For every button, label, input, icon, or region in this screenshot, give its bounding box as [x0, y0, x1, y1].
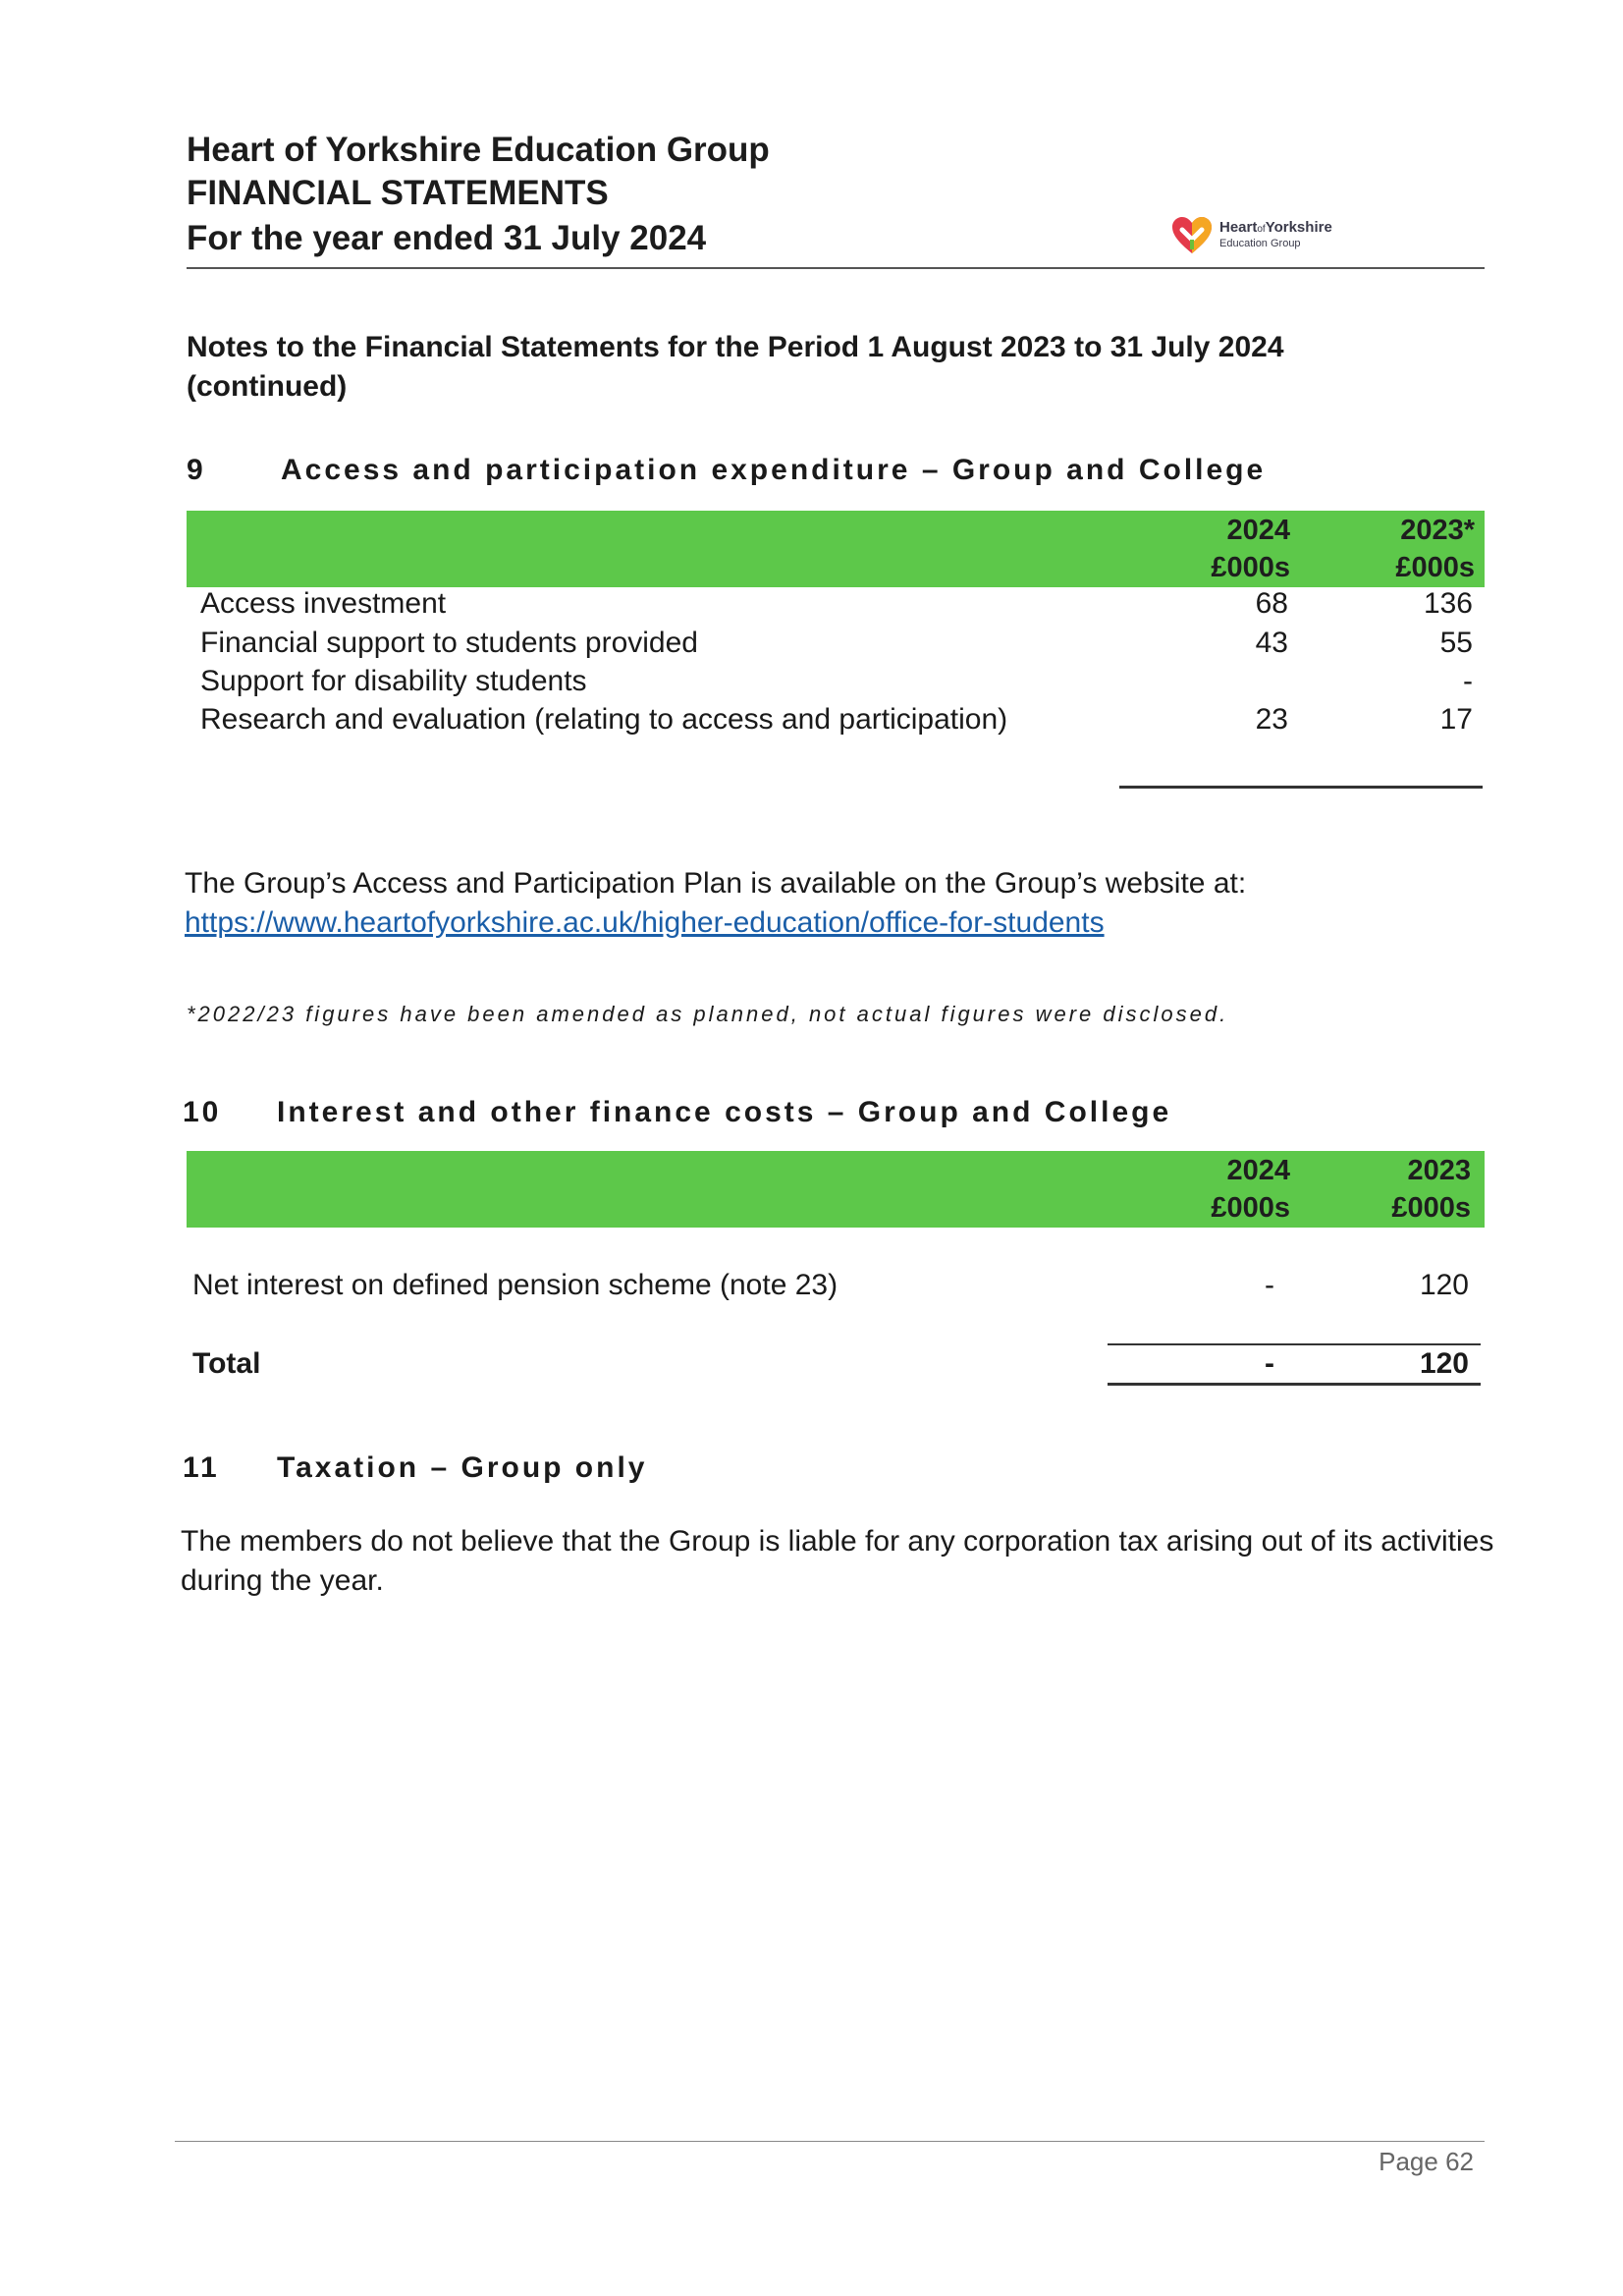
section-10-number: 10 — [183, 1096, 222, 1128]
table-row — [187, 703, 1485, 742]
notes-heading: Notes to the Financial Statements for the Period 1 August 2023 to 31 July 2024 (continued) — [187, 331, 1284, 403]
row-label: Access investment — [200, 587, 447, 620]
total-bottom-rule — [1108, 1383, 1481, 1386]
row-value-2024: 43 — [1255, 627, 1288, 659]
footer-divider — [175, 2141, 1485, 2142]
section-11-title: Taxation – Group only — [277, 1451, 648, 1484]
heart-logo-icon — [1170, 216, 1214, 255]
plan-availability-text: The Group’s Access and Participation Plan is available on the Group’s website at: — [185, 867, 1247, 900]
col-2024-year: 2024 — [1226, 1155, 1290, 1186]
row-value-2023: 120 — [1419, 1269, 1469, 1301]
row-value-2023: - — [1463, 665, 1473, 697]
col-2023-year: 2023 — [1407, 1155, 1471, 1186]
taxation-body: The members do not believe that the Group is liable for any corporation tax arising out of its activities during the year. — [181, 1525, 1494, 1597]
table-row — [187, 1269, 1485, 1308]
col-2024-unit: £000s — [1211, 552, 1290, 583]
logo-of: of — [1257, 224, 1266, 235]
row-value-2024: - — [1265, 1269, 1274, 1301]
table-row — [187, 665, 1485, 704]
reporting-period: For the year ended 31 July 2024 — [187, 219, 707, 257]
section-9-number: 9 — [187, 454, 206, 486]
total-top-rule — [1108, 1343, 1481, 1345]
table-row — [187, 587, 1485, 627]
section-9-title: Access and participation expenditure – Group and College — [281, 454, 1267, 486]
total-row — [187, 1347, 1485, 1387]
row-value-2024: 68 — [1255, 587, 1288, 620]
row-label: Support for disability students — [200, 665, 587, 697]
row-value-2023: 136 — [1423, 587, 1473, 620]
row-value-2023: 17 — [1439, 703, 1473, 736]
group-logo — [1170, 212, 1396, 259]
section-9-table-header — [187, 511, 1485, 587]
row-value-2024: 23 — [1255, 703, 1288, 736]
total-value-2024: - — [1265, 1347, 1274, 1380]
row-value-2023: 55 — [1439, 627, 1473, 659]
footnote: *2022/23 figures have been amended as planned, not actual figures were disclosed. — [187, 1002, 1229, 1026]
section-10-table-header — [187, 1151, 1485, 1228]
total-value-2023: 120 — [1419, 1347, 1469, 1380]
col-2024-year: 2024 — [1226, 515, 1290, 546]
col-2023-year: 2023* — [1400, 515, 1475, 546]
logo-name: Heart — [1219, 219, 1258, 236]
col-2023-unit: £000s — [1391, 1192, 1471, 1224]
total-label: Total — [192, 1347, 261, 1380]
page-number: Page 62 — [1379, 2147, 1474, 2176]
section-11-number: 11 — [183, 1451, 220, 1484]
col-2024-unit: £000s — [1211, 1192, 1290, 1224]
logo-subtitle: Education Group — [1219, 238, 1301, 249]
row-label: Financial support to students provided — [200, 627, 698, 659]
access-plan-link[interactable]: https://www.heartofyorkshire.ac.uk/higher-education/office-for-students — [185, 906, 1105, 939]
col-2023-unit: £000s — [1395, 552, 1475, 583]
total-rule — [1119, 786, 1483, 789]
row-label: Net interest on defined pension scheme (note 23) — [192, 1269, 839, 1301]
section-10-title: Interest and other finance costs – Group and College — [277, 1096, 1172, 1128]
header-divider — [187, 267, 1485, 269]
org-name: Heart of Yorkshire Education Group — [187, 131, 770, 169]
table-row — [187, 627, 1485, 666]
logo-place: Yorkshire — [1265, 219, 1332, 236]
row-label: Research and evaluation (relating to access and participation) — [200, 703, 1008, 736]
document-title: FINANCIAL STATEMENTS — [187, 174, 609, 212]
